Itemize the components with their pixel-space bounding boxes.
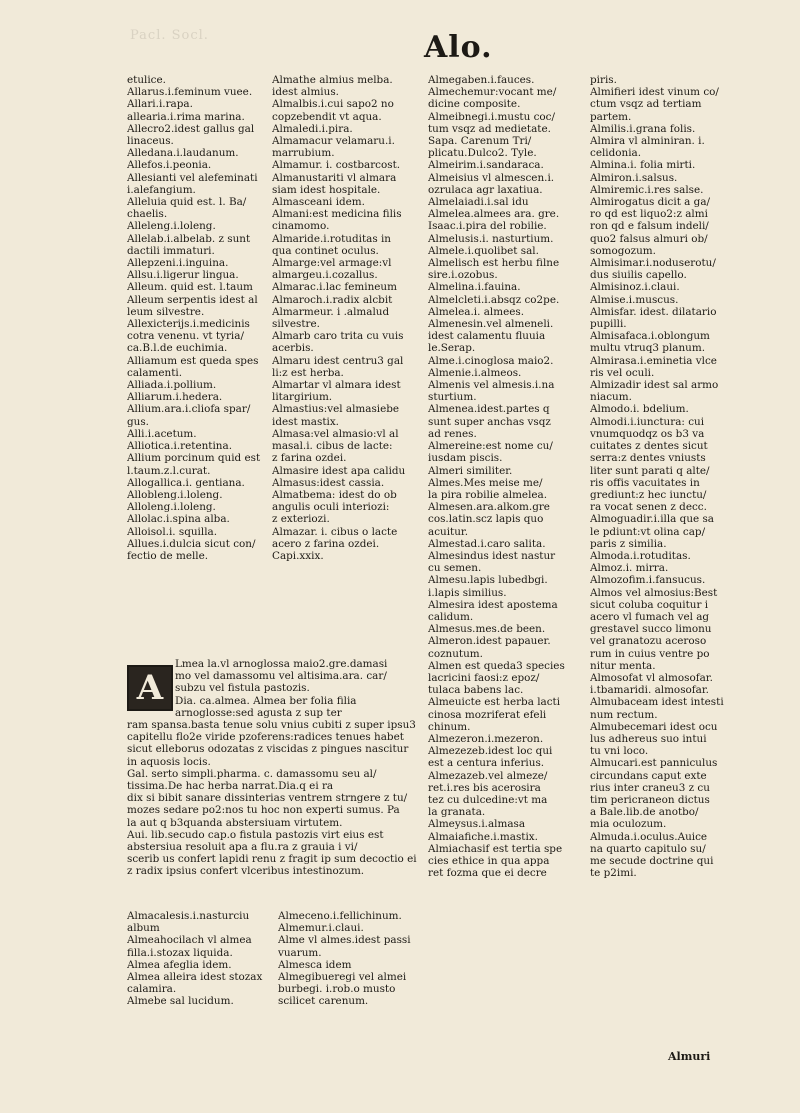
text-line: Almaroch.i.radix alcbit xyxy=(272,293,393,306)
text-line: quo2 falsus almuri ob/ xyxy=(590,232,708,245)
catchword: Almuri xyxy=(668,1050,711,1063)
text-line: niacum. xyxy=(590,391,632,404)
text-line: Isaac.i.pira del robilie. xyxy=(428,220,547,233)
text-line: scerib us confert lapidi renu z fragit ip sum decoctio ei xyxy=(127,853,417,866)
text-line: Gal. serto simpli.pharma. c. damassomu seu al/ xyxy=(127,767,377,780)
text-line: Almaiafiche.i.mastix. xyxy=(428,830,538,843)
text-line: Almestad.i.caro salita. xyxy=(428,537,546,550)
text-line: album xyxy=(127,922,160,935)
text-line: Capi.xxix. xyxy=(272,549,324,562)
text-line: dicine composite. xyxy=(428,98,521,111)
text-line: ra vocat senen z decc. xyxy=(590,501,707,514)
text-line: scilicet carenum. xyxy=(278,995,369,1008)
text-line: Almisimar.i.noduserotu/ xyxy=(590,257,716,270)
text-line: Almea afeglia idem. xyxy=(127,958,232,971)
text-line: qua continet oculus. xyxy=(272,244,379,257)
text-line: Dia. ca.almea. Almea ber folia filia xyxy=(175,694,357,707)
text-line: Sapa. Carenum Tri/ xyxy=(428,135,532,148)
text-line: i.lapis similius. xyxy=(428,586,507,599)
text-line: Almaledi.i.pira. xyxy=(272,122,353,135)
text-line: tez cu dulcedine:vt ma xyxy=(428,793,548,806)
text-line: l.taum.z.l.curat. xyxy=(127,464,211,477)
text-line: Almiachasif est tertia spe xyxy=(428,842,563,855)
text-line: filla.i.stozax liquida. xyxy=(127,946,233,959)
text-line: Almeirim.i.sandaraca. xyxy=(428,159,544,172)
text-line: Almesu.lapis lubedbgi. xyxy=(428,574,548,587)
text-line: ret fozma que ei decre xyxy=(428,867,547,880)
text-line: Almegaben.i.fauces. xyxy=(428,74,535,86)
text-line: Almani:est medicina filis xyxy=(272,208,402,221)
text-line: Almelaiadi.i.sal idu xyxy=(428,196,529,209)
text-line: idest almius. xyxy=(272,86,339,99)
text-line: partem. xyxy=(590,110,632,123)
text-line: litargirium. xyxy=(272,391,333,404)
text-line: chinum. xyxy=(428,720,471,733)
text-line: Allogallica.i. gentiana. xyxy=(127,476,245,489)
text-line: Almebe sal lucidum. xyxy=(127,995,234,1008)
text-line: Almacalesis.i.nasturciu xyxy=(127,910,250,922)
text-line: gus. xyxy=(127,415,149,428)
text-line: liter sunt parati q alte/ xyxy=(590,464,710,477)
text-line: etulice. xyxy=(127,74,166,86)
text-line: tum vsqz ad medietate. xyxy=(428,122,551,135)
text-line: rius inter craneu3 z cu xyxy=(590,781,710,794)
text-line: Almezeron.i.mezeron. xyxy=(428,732,544,745)
text-line: acero z farina ozdei. xyxy=(272,537,380,550)
text-line: Almarb caro trita cu vuis xyxy=(272,330,404,343)
text-line: Almasire idest apa calidu xyxy=(272,464,406,477)
text-line: Almarge:vel armage:vl xyxy=(272,257,392,270)
text-line: Almasa:vel almasio:vl al xyxy=(272,427,399,440)
text-line: Almelea.almees ara. gre. xyxy=(428,208,560,221)
text-line: Alloleng.i.loleng. xyxy=(127,501,216,514)
column-4 xyxy=(590,74,740,879)
text-line: vnumquodqz os b3 va xyxy=(590,427,705,440)
text-line: Allues.i.dulcia sicut con/ xyxy=(127,537,256,550)
text-line: Almiron.i.salsus. xyxy=(590,171,678,184)
text-line: Alledana.i.laudanum. xyxy=(127,147,239,160)
text-line: Almesen.ara.alkom.gre xyxy=(428,501,550,514)
text-line: capitellu flo2e viride pzoferens:radices tenues habet xyxy=(127,731,404,744)
text-line: plicatu.Dulco2. Tyle. xyxy=(428,147,537,160)
text-line: Almodi.i.iunctura: cui xyxy=(590,415,705,428)
text-line: Almezezeb.idest loc qui xyxy=(428,745,553,758)
text-line: angulis oculi interiozi: xyxy=(272,501,390,514)
text-line: Almoguadir.i.illa que sa xyxy=(590,513,714,526)
text-line: Alleleng.i.loleng. xyxy=(127,220,216,233)
text-line: Almeahocilach vl almea xyxy=(127,934,252,947)
text-line: Almeibnegi.i.mustu coc/ xyxy=(428,110,555,123)
text-line: cinamomo. xyxy=(272,220,330,233)
text-line: Alliotica.i.retentina. xyxy=(127,440,232,453)
text-line: circundans caput exte xyxy=(590,769,707,782)
text-line: cies ethice in qua appa xyxy=(428,855,550,867)
text-line: Almelina.i.fauina. xyxy=(428,281,521,294)
text-line: Almemur.i.claui. xyxy=(278,922,364,935)
text-line: multu vtruq3 planum. xyxy=(590,342,706,355)
text-line: marrubium. xyxy=(272,147,335,160)
text-line: Allexicterijs.i.medicinis xyxy=(127,318,250,331)
text-line: Allium porcinum quid est xyxy=(127,452,261,465)
text-line: Almathe almius melba. xyxy=(272,74,393,86)
text-line: arnoglosse:sed agusta z sup ter xyxy=(175,706,342,719)
text-line: ca.B.l.de euchimia. xyxy=(127,342,228,355)
text-line: chaelis. xyxy=(127,208,168,221)
text-line: Almelusis.i. nasturtium. xyxy=(428,232,554,245)
text-line: Allelab.i.albelab. z sunt xyxy=(127,232,251,245)
text-line: tu vni loco. xyxy=(590,745,649,758)
running-head: Alo. xyxy=(424,30,493,65)
text-line: Almoda.i.rotuditas. xyxy=(590,549,691,562)
text-line: ron qd e falsum indeli/ xyxy=(590,220,709,233)
text-line: num rectum. xyxy=(590,708,658,721)
lower-column-1 xyxy=(127,910,267,1008)
text-line: Almea alleira idest stozax xyxy=(127,971,263,984)
text-line: Alliada.i.pollium. xyxy=(127,379,217,392)
text-line: grestavel succo limonu xyxy=(590,623,712,636)
text-line: Allarus.i.feminum vuee. xyxy=(127,86,253,99)
text-line: le.Serap. xyxy=(428,342,476,355)
text-line: Almenesin.vel almeneli. xyxy=(428,318,554,331)
text-line: Almodo.i. bdelium. xyxy=(590,403,689,416)
show-through-text: Pacl. Socl. xyxy=(130,28,209,43)
text-line: Almes.Mes meise me/ xyxy=(428,476,543,489)
text-line: allearia.i.rima marina. xyxy=(127,110,245,123)
text-line: i.alefangium. xyxy=(127,183,196,196)
column-2 xyxy=(272,74,414,562)
text-line: Almuda.i.oculus.Auice xyxy=(590,830,708,843)
text-line: Alli.i.acetum. xyxy=(127,427,197,440)
text-line: sicut elleborus odozatas z viscidas z pingues nascitur xyxy=(127,743,409,756)
text-line: Almanustariti vl almara xyxy=(272,171,397,184)
text-line: Almiremic.i.res salse. xyxy=(590,183,704,196)
text-line: Almosofat vl almosofar. xyxy=(590,671,713,684)
text-line: somogozum. xyxy=(590,244,656,257)
text-line: Almozofim.i.fansucus. xyxy=(590,574,706,587)
text-line: Almubecemari idest ocu xyxy=(590,720,718,733)
text-line: Almizadir idest sal armo xyxy=(590,379,719,392)
text-line: sturtium. xyxy=(428,391,477,404)
text-line: Almechemur:vocant me/ xyxy=(428,86,557,99)
text-line: Alliarum.i.hedera. xyxy=(127,391,223,404)
text-line: almargeu.i.cozallus. xyxy=(272,269,378,282)
text-line: le pdiunt:vt olina cap/ xyxy=(590,525,706,538)
text-line: burbegi. i.rob.o musto xyxy=(278,983,396,996)
text-line: in aquosis locis. xyxy=(127,755,211,768)
text-line: lacricini faosi:z epoz/ xyxy=(428,671,540,684)
text-line: Allesianti vel alefeminati xyxy=(127,171,258,184)
text-line: Alleluia quid est. l. Ba/ xyxy=(127,196,247,209)
text-line: Almubaceam idest intesti xyxy=(590,696,724,709)
text-line: Almeri similiter. xyxy=(428,464,513,477)
text-line: grediunt:z hec iunctu/ xyxy=(590,488,707,501)
text-line: sicut coluba coquitur i xyxy=(590,598,709,611)
text-line: Almarac.i.lac femineum xyxy=(272,281,397,294)
text-line: Alme.i.cinoglosa maio2. xyxy=(428,354,554,367)
text-line: siam idest hospitale. xyxy=(272,183,381,196)
text-line: cu semen. xyxy=(428,562,482,575)
text-line: Almeysus.i.almasa xyxy=(428,818,526,831)
text-line: linaceus. xyxy=(127,135,174,148)
text-line: te p2imi. xyxy=(590,867,637,880)
text-line: Almifieri idest vinum co/ xyxy=(590,86,719,99)
text-line: idest calamentu fluuia xyxy=(428,330,546,343)
text-line: Almalbis.i.cui sapo2 no xyxy=(272,98,394,111)
text-line: Almartar vl almara idest xyxy=(272,379,401,392)
text-line: li:z est herba. xyxy=(272,366,344,379)
text-line: Alleum. quid est. l.taum xyxy=(127,281,253,294)
text-line: sunt super anchas vsqz xyxy=(428,415,551,428)
text-line: ro qd est liquo2:z almi xyxy=(590,208,708,221)
text-line: lus adhereus suo intui xyxy=(590,732,707,745)
text-line: Almele.i.quolibet sal. xyxy=(428,244,539,257)
text-line: acerbis. xyxy=(272,342,314,355)
text-line: piris. xyxy=(590,74,617,86)
text-line: vel granatozu aceroso xyxy=(590,635,707,648)
text-line: Almucari.est panniculus xyxy=(590,757,718,770)
text-line: Allepzeni.i.inguina. xyxy=(127,257,229,270)
text-line: calamenti. xyxy=(127,366,183,379)
column-3 xyxy=(428,74,578,879)
text-line: leum silvestre. xyxy=(127,305,205,318)
text-line: Lmea la.vl arnoglossa maio2.gre.damasi xyxy=(175,658,388,670)
text-line: Almisinoz.i.claui. xyxy=(590,281,680,294)
text-line: Almelisch est herbu filne xyxy=(428,257,560,270)
text-line: vuarum. xyxy=(278,946,322,959)
text-line: Almastius:vel almasiebe xyxy=(272,403,400,416)
text-line: Almos vel almosius:Best xyxy=(590,586,718,599)
text-line: na quarto capitulo su/ xyxy=(590,842,706,855)
text-line: sire.i.ozobus. xyxy=(428,269,498,282)
text-line: Alloisol.i. squilla. xyxy=(127,525,218,538)
text-line: dix si bibit sanare dissinterias ventrem strngere z tu/ xyxy=(127,792,408,805)
text-line: Almaru idest centru3 gal xyxy=(272,354,404,367)
text-line: rum in cuius ventre po xyxy=(590,647,710,660)
text-line: nitur menta. xyxy=(590,659,656,672)
text-line: Almise.i.muscus. xyxy=(590,293,679,306)
text-line: celidonia. xyxy=(590,147,642,160)
text-line: acero vl fumach vel ag xyxy=(590,610,710,623)
text-line: Almeuicte est herba lacti xyxy=(428,696,561,709)
text-line: Almezazeb.vel almeze/ xyxy=(428,769,548,782)
text-line: ris offis vacuitates in xyxy=(590,476,700,489)
text-line: Aui. lib.secudo cap.o fistula pastozis virt eius est xyxy=(127,828,384,841)
text-line: Alliamum est queda spes xyxy=(127,354,259,367)
text-line: cinosa mozriferat efeli xyxy=(428,708,547,721)
text-line: Almina.i. folia mirti. xyxy=(590,159,696,172)
text-line: serra:z dentes vniusts xyxy=(590,452,706,465)
text-line: ctum vsqz ad tertiam xyxy=(590,98,702,111)
text-line: paris z similia. xyxy=(590,537,667,550)
text-line: ad renes. xyxy=(428,427,477,440)
text-line: Alme vl almes.idest passi xyxy=(278,934,411,947)
text-line: copzebendit vt aqua. xyxy=(272,110,382,123)
text-line: abstersiua resoluit apa a flu.ra z grauia i vi/ xyxy=(127,841,358,854)
text-line: idest mastix. xyxy=(272,415,339,428)
text-line: silvestre. xyxy=(272,318,320,331)
text-line: Almaride.i.rotuditas in xyxy=(272,232,391,245)
text-line: Allefos.i.peonia. xyxy=(127,159,212,172)
text-line: Almenis vel almesis.i.na xyxy=(428,379,555,392)
column-1 xyxy=(127,74,267,654)
lower-column-2 xyxy=(278,910,418,1008)
text-line: fectio de melle. xyxy=(127,549,209,562)
text-line: i.tbamaridi. almosofar. xyxy=(590,684,709,697)
text-line: mo vel damassomu vel altisima.ara. car/ xyxy=(175,670,387,683)
text-line: Allobleng.i.loleng. xyxy=(127,488,223,501)
text-line: Almesira idest apostema xyxy=(428,598,558,611)
text-line: calidum. xyxy=(428,610,474,623)
text-line: la granata. xyxy=(428,806,486,819)
text-line: ris vel oculi. xyxy=(590,366,655,379)
text-line: Almesca idem xyxy=(278,958,352,971)
text-line: Almereine:est nome cu/ xyxy=(428,440,553,453)
text-line: Allium.ara.i.cliofa spar/ xyxy=(127,403,251,416)
text-line: Almegibueregi vel almei xyxy=(278,971,407,984)
text-line: Alleum serpentis idest al xyxy=(127,293,258,306)
initial-letter: A xyxy=(136,668,164,708)
text-line: dactili immaturi. xyxy=(127,244,215,257)
text-line: Almeisius vl almescen.i. xyxy=(428,171,555,184)
text-line: ozrulaca agr laxatiua. xyxy=(428,183,543,196)
text-line: acuitur. xyxy=(428,525,469,538)
text-line: Almisfar. idest. dilatario xyxy=(590,305,717,318)
text-line: cotra venenu. vt tyria/ xyxy=(127,330,244,343)
text-line: tissima.De hac herba narrat.Dia.q ei ra xyxy=(127,780,334,793)
text-line: masal.i. cibus de lacte: xyxy=(272,440,393,453)
text-line: Almenie.i.almeos. xyxy=(428,366,522,379)
text-line: Almazar. i. cibus o lacte xyxy=(272,525,398,538)
text-line: z radix ipsius confert vlceribus intestinozum. xyxy=(127,865,365,878)
text-line: pupilli. xyxy=(590,318,627,331)
text-line: me secude doctrine qui xyxy=(590,855,714,867)
text-line: cos.latin.scz lapis quo xyxy=(428,513,544,526)
text-line: tim pericraneon dictus xyxy=(590,793,710,806)
text-line: Allari.i.rapa. xyxy=(127,98,193,111)
text-line: Almeron.idest papauer. xyxy=(428,635,551,648)
text-line: tulaca babens lac. xyxy=(428,684,524,697)
text-line: Almesindus idest nastur xyxy=(428,549,556,562)
text-line: Almira vl alminiran. i. xyxy=(590,135,705,148)
text-line: Almatbema: idest do ob xyxy=(272,488,397,501)
text-line: Allecro2.idest gallus gal xyxy=(127,122,255,135)
chapter-entry-block xyxy=(127,658,417,878)
text-line: la pira robilie almelea. xyxy=(428,488,548,501)
text-line: Almilis.i.grana folis. xyxy=(590,122,696,135)
text-line: Allolac.i.spina alba. xyxy=(127,513,230,526)
text-line: Almeceno.i.fellichinum. xyxy=(278,910,402,922)
text-line: Almarmeur. i .almalud xyxy=(272,305,390,318)
text-line: ret.i.res bis acerosira xyxy=(428,781,541,794)
text-line: Almelea.i. almees. xyxy=(428,305,525,318)
text-line: coznutum. xyxy=(428,647,483,660)
text-line: dus siuilis capello. xyxy=(590,269,687,282)
text-line: mia oculozum. xyxy=(590,818,667,831)
text-line: z farina ozdei. xyxy=(272,452,347,465)
text-line: ram spansa.basta tenue solu vnius cubiti z super ipsu3 xyxy=(127,719,416,732)
text-line: Almamacur velamaru.i. xyxy=(272,135,395,148)
text-line: Almesus.mes.de been. xyxy=(428,623,546,636)
text-line: est a centura inferius. xyxy=(428,757,545,770)
text-line: subzu vel fistula pastozis. xyxy=(175,682,310,695)
text-line: Almen est queda3 species xyxy=(428,659,565,672)
text-line: Almisafaca.i.oblongum xyxy=(590,330,710,343)
text-line: Almirasa.i.eminetia vlce xyxy=(590,354,717,367)
text-line: Almenea.idest.partes q xyxy=(428,403,550,416)
text-line: Almasceani idem. xyxy=(272,196,365,209)
text-line: Almelcleti.i.absqz co2pe. xyxy=(428,293,560,306)
text-line: la aut q b3quanda abstersiuam virtutem. xyxy=(127,816,343,829)
text-line: iusdam piscis. xyxy=(428,452,503,465)
text-line: Almoz.i. mirra. xyxy=(590,562,669,575)
text-line: Almirogatus dicit a ga/ xyxy=(590,196,711,209)
text-line: Almasus:idest cassia. xyxy=(272,476,385,489)
text-line: Almamur. i. costbarcost. xyxy=(272,159,401,172)
text-line: Allsu.i.ligerur lingua. xyxy=(127,269,239,282)
text-line: calamira. xyxy=(127,983,177,996)
text-line: z exteriozi. xyxy=(272,513,330,526)
text-line: a Bale.lib.de anotbo/ xyxy=(590,806,699,819)
text-line: cuitates z dentes sicut xyxy=(590,440,708,453)
text-line: mozes sedare po2:nos tu hoc non experti sumus. Pa xyxy=(127,804,400,817)
